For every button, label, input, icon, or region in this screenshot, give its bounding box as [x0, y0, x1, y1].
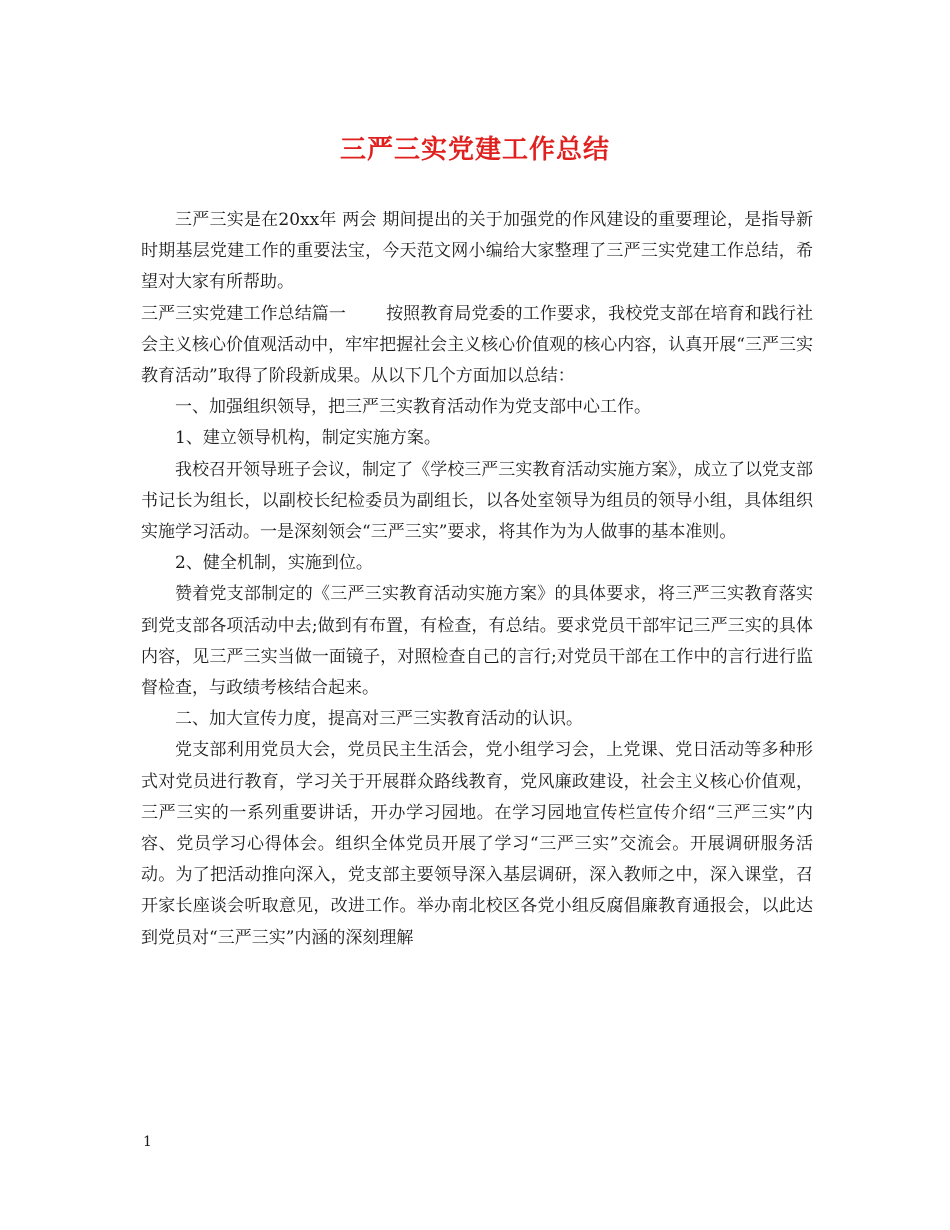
subheading-one: 1、建立领导机构，制定实施方案。 — [175, 428, 441, 449]
subheading-two: 2、健全机制，实施到位。 — [175, 553, 373, 574]
document-title: 三严三实党建工作总结 — [339, 135, 610, 165]
document-body — [141, 205, 813, 954]
section-first-text: 按照教育局党委的工作要求，我校党支部在培育和践行社会主义核心价值观活动中，牢牢把握社会主义核心价值观的核心内容，认真开展“三严三实教育活动”取得了阶段新成果。从以下几个方面加以总结： — [141, 303, 814, 387]
section-paragraph — [141, 299, 813, 393]
body-paragraph: 我校召开领导班子会议，制定了《学校三严三实教育活动实施方案》，成立了以党支部书记长为组长，以副校长纪检委员为副组长，以各处室领导为组员的领导小组，具体组织实施学习活动。一是深刻领会“三严三实”要求，将其作为为人做事的基本准则。 — [141, 459, 813, 543]
intro-paragraph: 三严三实是在20xx年 两会 期间提出的关于加强党的作风建设的重要理论，是指导新时期基层党建工作的重要法宝，今天范文网小编给大家整理了三严三实党建工作总结，希望对大家有所帮助。 — [141, 210, 813, 293]
body-paragraph: 赞着党支部制定的《三严三实教育活动实施方案》的具体要求，将三严三实教育落实到党支部各项活动中去;做到有布置，有检查，有总结。要求党员干部牢记三严三实的具体内容，见三严三实当做一面镜子，对照检查自己的言行;对党员干部在工作中的言行进行监督检查，与政绩考核结合起来。 — [141, 584, 813, 699]
page-number: 1 — [143, 1134, 152, 1150]
heading-two: 二、加大宣传力度，提高对三严三实教育活动的认识。 — [175, 709, 583, 730]
body-paragraph: 党支部利用党员大会，党员民主生活会，党小组学习会，上党课、党日活动等多种形式对党员进行教育，学习关于开展群众路线教育，党风廉政建设，社会主义核心价值观，三严三实的一系列重要讲话，开办学习园地。在学习园地宣传栏宣传介绍“三严三实”内容、党员学习心得体会。组织全体党员开展了学习“三严三实”交流会。开展调研服务活动。为了把活动推向深入，党支部主要领导深入基层调研，深入教师之中，深入课堂，召开家长座谈会听取意见，改进工作。举办南北校区各党小组反腐倡廉教育通报会，以此达到党员对“三严三实”内涵的深刻理解 — [141, 740, 813, 948]
section-label: 三严三实党建工作总结篇一 — [141, 303, 346, 324]
heading-one: 一、加强组织领导，把三严三实教育活动作为党支部中心工作。 — [175, 397, 651, 418]
